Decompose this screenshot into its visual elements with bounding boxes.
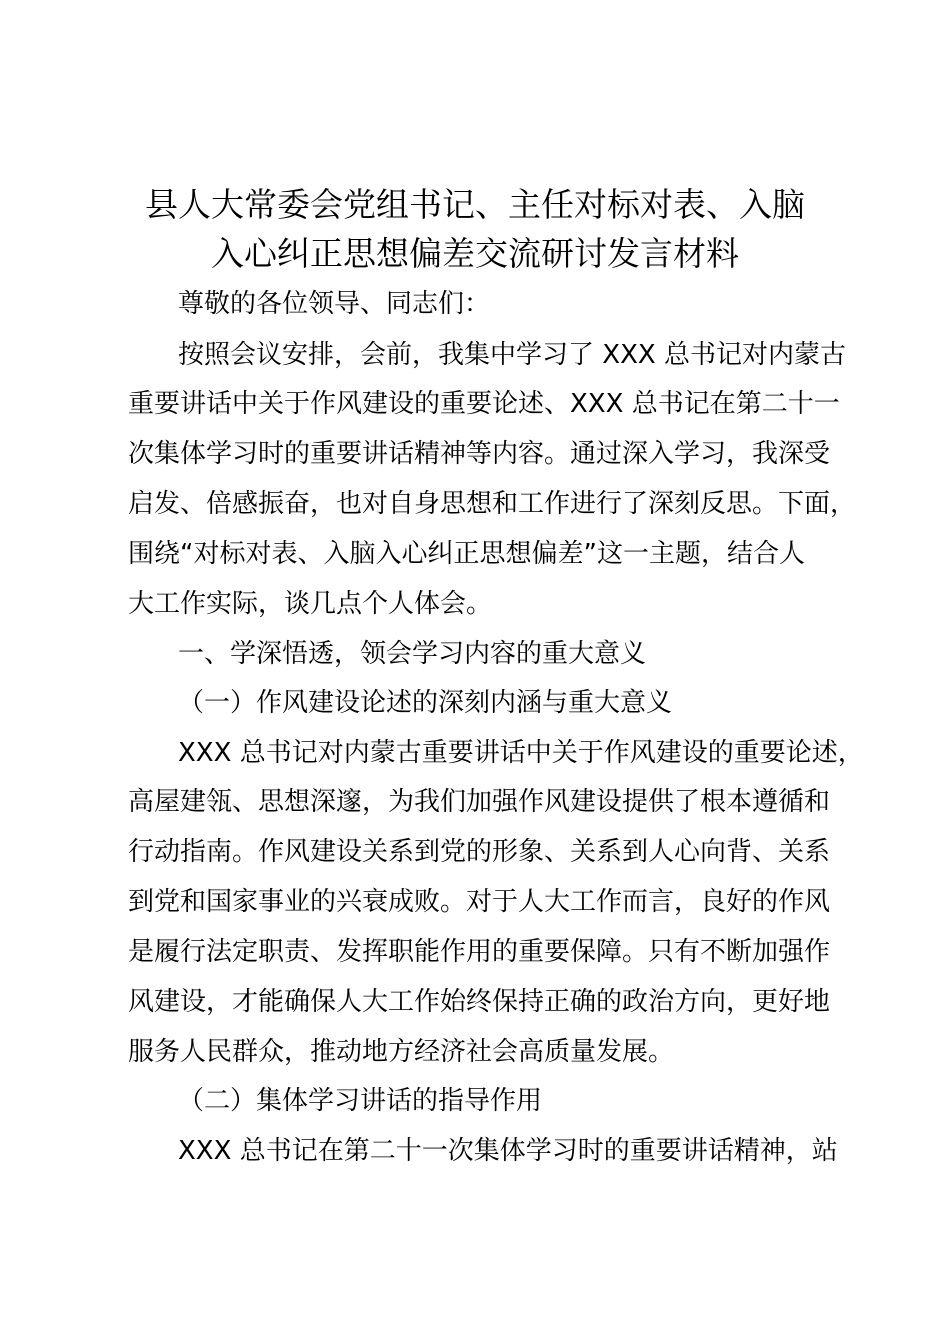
- paragraph-line: 次集体学习时的重要讲话精神等内容。通过深入学习，我深受: [128, 439, 831, 469]
- paragraph-line: XXX 总书记对内蒙古重要讲话中关于作风建设的重要论述，: [178, 738, 864, 768]
- subsection-heading: （二）集体学习讲话的指导作用: [178, 1086, 543, 1116]
- document-title-line-1: 县人大常委会党组书记、主任对标对表、入脑: [145, 185, 805, 224]
- document-title-line-2: 入心纠正思想偏差交流研讨发言材料: [211, 234, 739, 273]
- subsection-heading: （一）作风建设论述的深刻内涵与重大意义: [178, 688, 673, 718]
- paragraph-line: 到党和国家事业的兴衰成败。对于人大工作而言，良好的作风: [128, 887, 831, 917]
- section-heading: 一、学深悟透，领会学习内容的重大意义: [178, 639, 647, 669]
- paragraph-line: XXX 总书记在第二十一次集体学习时的重要讲话精神，站: [178, 1136, 838, 1166]
- paragraph-line: 大工作实际，谈几点个人体会。: [128, 589, 493, 619]
- paragraph-line: 围绕“对标对表、入脑入心纠正思想偏差”这一主题，结合人: [128, 539, 805, 569]
- paragraph-line: 按照会议安排，会前，我集中学习了 XXX 总书记对内蒙古: [178, 340, 846, 370]
- paragraph-line: 高屋建瓴、思想深邃，为我们加强作风建设提供了根本遵循和: [128, 787, 831, 817]
- paragraph-line: 风建设，才能确保人大工作始终保持正确的政治方向，更好地: [128, 987, 831, 1017]
- paragraph-line: 启发、倍感振奋，也对自身思想和工作进行了深刻反思。下面，: [128, 489, 857, 519]
- paragraph-line: 行动指南。作风建设关系到党的形象、关系到人心向背、关系: [128, 837, 831, 867]
- paragraph-line: 服务人民群众，推动地方经济社会高质量发展。: [128, 1037, 675, 1067]
- salutation: 尊敬的各位领导、同志们：: [178, 289, 491, 319]
- paragraph-line: 是履行法定职责、发挥职能作用的重要保障。只有不断加强作: [128, 937, 831, 967]
- paragraph-line: 重要讲话中关于作风建设的重要论述、XXX 总书记在第二十一: [128, 389, 840, 419]
